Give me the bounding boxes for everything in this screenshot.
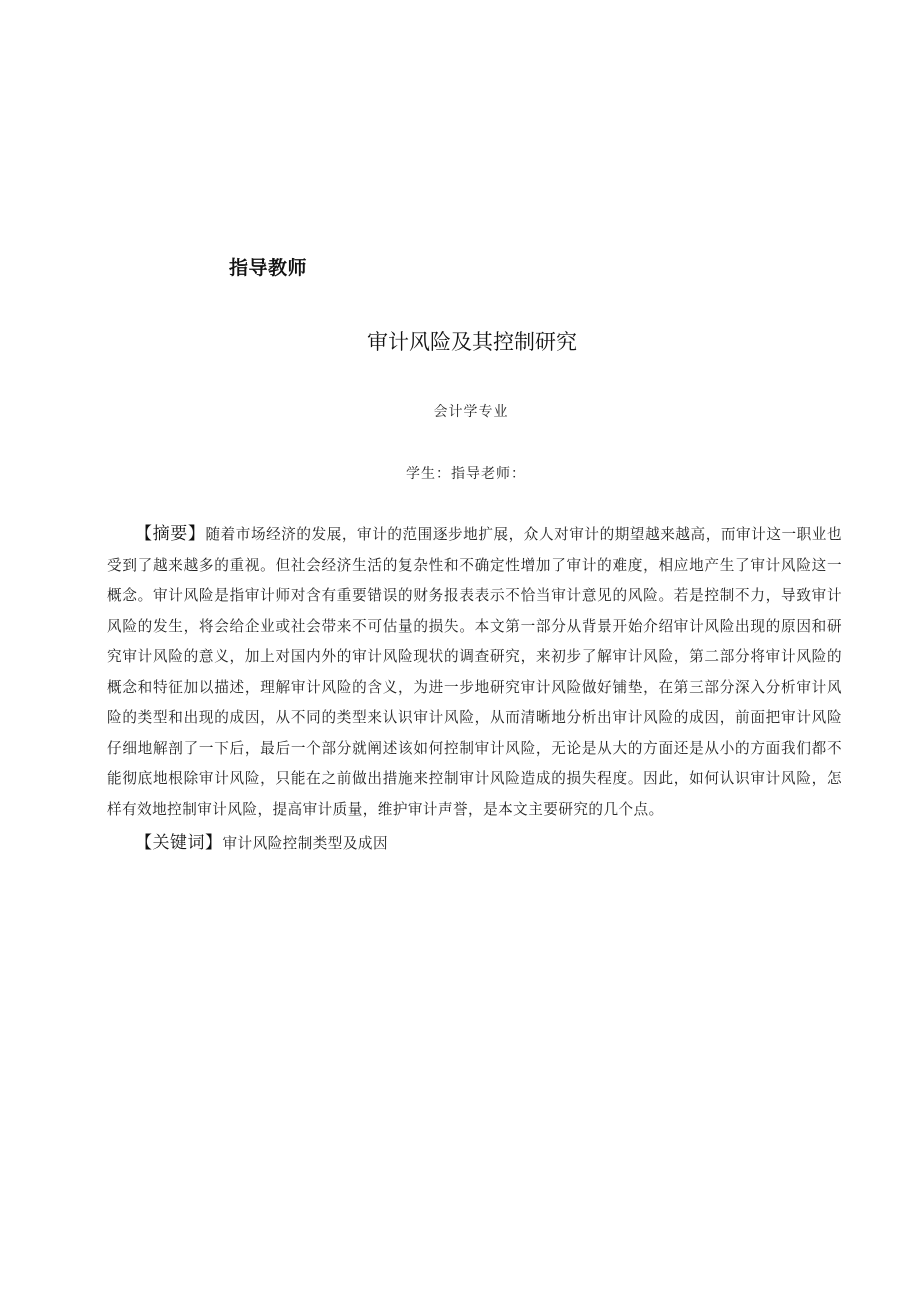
paper-title: 审计风险及其控制研究	[367, 330, 577, 354]
advisor-heading: 指导教师	[229, 257, 308, 279]
student-advisor-line: 学生：指导老师：	[406, 466, 526, 482]
keywords-line	[135, 828, 835, 859]
abstract-label: 【摘要】	[135, 524, 206, 544]
keywords-label: 【关键词】	[135, 833, 223, 853]
major-line: 会计学专业	[433, 404, 509, 420]
keywords-text: 审计风险控制类型及成因	[222, 835, 388, 852]
abstract-text: 随着市场经济的发展，审计的范围逐步地扩展，众人对审计的期望越来越高，而审计这一职业也受到了越来越多的重视。但社会经济生活的复杂性和不确定性增加了审计的难度，相应地产生了审计风险这一概念。审计风险是指审计师对含有重要错误的财务报表表示不恰当审计意见的风险。若是控制不力，导致审计风险的发生，将会给企业或社会带来不可估量的损失。本文第一部分从背景开始介绍审计风险出现的原因和研究审计风险的意义，加上对国内外的审计风险现状的调查研究，来初步了解审计风险，第二部分将审计风险的概念和特征加以描述，理解审计风险的含义，为进一步地研究审计风险做好铺垫，在第三部分深入分析审计风险的类型和出现的成因，从不同的类型来认识审计风险，从而清晰地分析出审计风险的成因，前面把审计风险仔细地解剖了一下后，最后一个部分就阐述该如何控制审计风险，无论是从大的方面还是从小的方面我们都不能彻底地根除审计风险，只能在之前做出措施来控制审计风险造成的损失程度。因此，如何认识审计风险，怎样有效地控制审计风险，提高审计质量，维护审计声誉，是本文主要研究的几个点。	[107, 526, 843, 818]
abstract-paragraph	[107, 519, 842, 825]
